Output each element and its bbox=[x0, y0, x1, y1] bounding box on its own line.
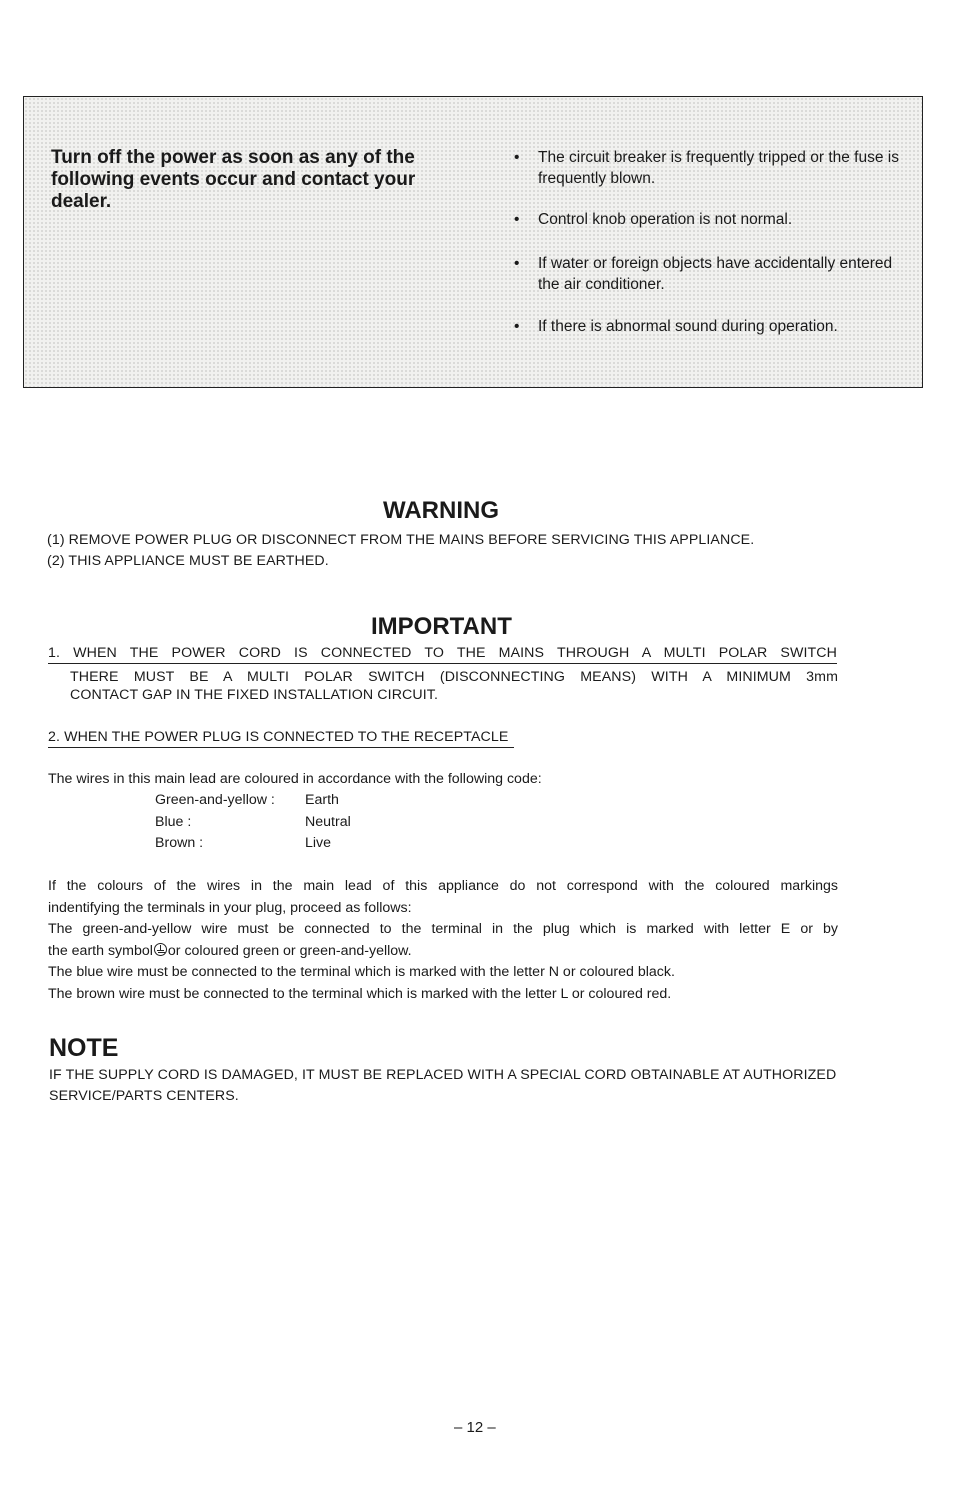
alert-heading: Turn off the power as soon as any of the following events occur and contact your dealer. bbox=[51, 147, 416, 212]
important-item1-heading: 1. WHEN THE POWER CORD IS CONNECTED TO THE MAINS THROUGH A MULTI POLAR SWITCH bbox=[48, 643, 837, 664]
important-item2-heading: 2. WHEN THE POWER PLUG IS CONNECTED TO THE RECEPTACLE bbox=[48, 727, 514, 748]
wire-code-row: Blue : Neutral bbox=[155, 814, 351, 830]
bullet-icon: • bbox=[514, 149, 520, 166]
warning-lines bbox=[47, 530, 907, 572]
note-title: NOTE bbox=[49, 1034, 119, 1062]
bullet-icon: • bbox=[514, 318, 520, 335]
wire-code-row: Brown : Live bbox=[155, 835, 332, 851]
wire-code-intro: The wires in this main lead are coloured in accordance with the following code: bbox=[48, 771, 542, 787]
wiring-instructions-brown: The brown wire must be connected to the terminal which is marked with the letter L or coloured red. bbox=[48, 986, 672, 1002]
bullet-icon: • bbox=[514, 255, 520, 272]
important-item1-body-line2: CONTACT GAP IN THE FIXED INSTALLATION CIRCUIT. bbox=[70, 687, 439, 703]
warning-line-2: (2) THIS APPLIANCE MUST BE EARTHED. bbox=[47, 553, 329, 569]
list-item: • If water or foreign objects have accidentally entered the air conditioner. bbox=[514, 255, 893, 293]
earth-symbol-icon bbox=[154, 943, 167, 956]
list-item: • Control knob operation is not normal. bbox=[514, 211, 793, 228]
important-title: IMPORTANT bbox=[371, 613, 512, 640]
note-body: IF THE SUPPLY CORD IS DAMAGED, IT MUST BE REPLACED WITH A SPECIAL CORD OBTAINABLE AT AUTHORIZED SERVICE/PARTS CENTERS. bbox=[49, 1067, 837, 1104]
wire-code-row: Green-and-yellow : Earth bbox=[155, 792, 339, 808]
warning-title: WARNING bbox=[383, 497, 499, 524]
power-off-alert-box bbox=[23, 96, 923, 388]
wiring-instructions-blue: The blue wire must be connected to the terminal which is marked with the letter N or coloured black. bbox=[48, 964, 675, 980]
important-item1-body-line1: THERE MUST BE A MULTI POLAR SWITCH (DISCONNECTING MEANS) WITH A MINIMUM 3mm bbox=[70, 669, 838, 685]
warning-line-1: (1) REMOVE POWER PLUG OR DISCONNECT FROM THE MAINS BEFORE SERVICING THIS APPLIANCE. bbox=[47, 532, 755, 548]
page-number: – 12 – bbox=[454, 1419, 496, 1436]
wiring-instructions-para1-line2: indentifying the terminals in your plug, proceed as follows: bbox=[48, 900, 412, 916]
bullet-icon: • bbox=[514, 211, 520, 228]
wiring-instructions-para2-line1: The green-and-yellow wire must be connected to the terminal in the plug which is marked with letter E or by bbox=[48, 921, 838, 937]
wiring-instructions-para1-line1: If the colours of the wires in the main lead of this appliance do not correspond with the coloured markings bbox=[48, 878, 838, 894]
wiring-instructions-para2-line2: the earth symbol or coloured green or green-and-yellow. bbox=[48, 943, 412, 959]
alert-event-list bbox=[512, 147, 912, 337]
list-item: • If there is abnormal sound during operation. bbox=[514, 318, 838, 335]
list-item: • The circuit breaker is frequently tripped or the fuse is frequently blown. bbox=[514, 149, 899, 187]
